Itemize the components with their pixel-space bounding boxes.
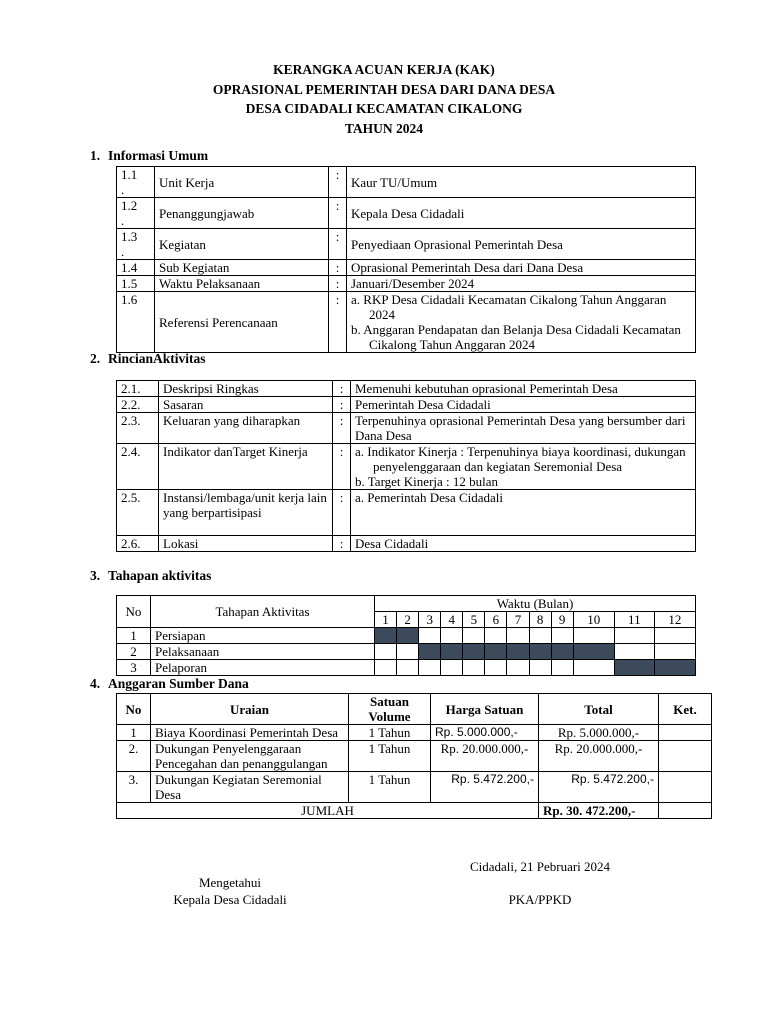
month-label: 7 [507,612,529,628]
schedule-cell-active [463,644,485,660]
row-note [659,772,712,803]
month-label: 5 [463,612,485,628]
schedule-header-activity: Tahapan Aktivitas [151,596,375,628]
section-3-number: 3. [90,568,101,583]
row-description: Biaya Koordinasi Pemerintah Desa [151,725,349,741]
place-date: Cidadali, 21 Pebruari 2024 [469,859,611,874]
row-value: Penyediaan Oprasional Pemerintah Desa [347,229,696,260]
row-label: Lokasi [159,536,333,552]
row-value-list [351,444,696,490]
row-number: 3 [117,660,151,676]
schedule-cell-active [397,628,419,644]
row-description: Dukungan Penyelenggaraan Pencegahan dan penanggulangan [151,741,349,772]
row-volume: 1 Tahun [349,725,431,741]
row-total: Rp. 5.472.200,- [539,772,659,803]
colon: : [333,413,351,444]
row-label: Referensi Perencanaan [155,292,329,353]
list-item: a. Indikator Kinerja : Terpenuhinya biaya koordinasi, dukungan penyelenggaraan dan kegiatan Seremonial Desa [355,444,686,474]
row-note [659,725,712,741]
table-row [117,276,696,292]
row-label: Keluaran yang diharapkan [159,413,333,444]
colon: : [329,292,347,353]
schedule-cell-active [419,644,441,660]
row-label: Sasaran [159,397,333,413]
row-number: 1.5 [117,276,155,292]
row-number: 1 [117,725,151,741]
pka-ppkd-label: PKA/PPKD [508,892,572,907]
title-line-4: TAHUN 2024 [344,120,424,136]
row-unit-price: Rp. 20.000.000,- [431,741,539,772]
table-row [117,772,712,803]
schedule-cell [551,660,573,676]
row-label: Instansi/lembaga/unit kerja lain yang berpartisipasi [159,490,333,536]
table-row [117,167,696,198]
title-line-3: DESA CIDADALI KECAMATAN CIKALONG [245,101,523,116]
schedule-cell-active [375,628,397,644]
schedule-cell [654,628,695,644]
budget-header-no: No [117,694,151,725]
row-total: Rp. 5.000.000,- [539,725,659,741]
schedule-cell-active [529,644,551,660]
row-value: a. Pemerintah Desa Cidadali [351,490,696,536]
table-row [117,229,696,260]
table-row [117,292,696,353]
schedule-cell [507,660,529,676]
row-number: 1.4 [117,260,155,276]
row-label: Sub Kegiatan [155,260,329,276]
row-value: Januari/Desember 2024 [347,276,696,292]
schedule-cell [529,660,551,676]
colon: : [333,397,351,413]
activity-label: Pelaporan [151,660,375,676]
table-row [117,536,696,552]
row-label: Deskripsi Ringkas [159,381,333,397]
month-label: 4 [441,612,463,628]
table-row [117,490,696,536]
month-label: 11 [614,612,654,628]
colon: : [329,229,347,260]
schedule-cell [397,660,419,676]
schedule-cell-active [507,644,529,660]
acknowledged-label: Mengetahui [198,875,262,890]
month-label: 3 [419,612,441,628]
row-number: 2. [117,741,151,772]
section-2-title: RincianAktivitas [108,351,206,366]
table-row [117,397,696,413]
info-table [116,166,696,353]
budget-table [116,693,712,819]
budget-header-uraian: Uraian [151,694,349,725]
section-2-number: 2. [90,351,101,366]
section-3-title: Tahapan aktivitas [108,568,212,583]
row-number: 2.3. [117,413,159,444]
schedule-cell [463,628,485,644]
title-line-1: KERANGKA ACUAN KERJA (KAK) [273,62,495,77]
colon: : [329,276,347,292]
total-note [659,803,712,819]
row-number: 2.6. [117,536,159,552]
row-unit-price: Rp. 5.000.000,- [431,725,539,741]
colon: : [329,167,347,198]
row-number: 2.4. [117,444,159,490]
schedule-cell [441,628,463,644]
table-row [117,260,696,276]
schedule-cell [529,628,551,644]
row-number: 1.1 . [117,167,155,198]
schedule-cell [614,644,654,660]
colon: : [333,381,351,397]
row-number: 2.5. [117,490,159,536]
row-description: Dukungan Kegiatan Seremonial Desa [151,772,349,803]
row-number: 2.2. [117,397,159,413]
schedule-cell [507,628,529,644]
table-row [117,198,696,229]
row-label: Waktu Pelaksanaan [155,276,329,292]
budget-header-satuan: Satuan Volume [349,694,431,725]
budget-header-total: Total [539,694,659,725]
row-volume: 1 Tahun [349,772,431,803]
row-value: Desa Cidadali [351,536,696,552]
month-label: 10 [573,612,614,628]
colon: : [333,444,351,490]
section-1-number: 1. [90,148,101,163]
schedule-cell [397,644,419,660]
row-label: Indikator danTarget Kinerja [159,444,333,490]
schedule-cell [573,660,614,676]
schedule-row [117,628,696,644]
row-value: Oprasional Pemerintah Desa dari Dana Desa [347,260,696,276]
row-value: Pemerintah Desa Cidadali [351,397,696,413]
budget-header-ket: Ket. [659,694,712,725]
document-title [0,60,768,138]
schedule-cell [441,660,463,676]
schedule-header-row [117,596,696,612]
month-label: 2 [397,612,419,628]
month-label: 8 [529,612,551,628]
schedule-cell [375,644,397,660]
section-4-number: 4. [90,676,101,691]
row-total: Rp. 20.000.000,- [539,741,659,772]
colon: : [329,198,347,229]
schedule-cell [485,628,507,644]
row-number: 2.1. [117,381,159,397]
row-label: Unit Kerja [155,167,329,198]
schedule-cell [573,628,614,644]
schedule-header-no: No [117,596,151,628]
schedule-cell-active [551,644,573,660]
budget-header-row [117,694,712,725]
activity-label: Pelaksanaan [151,644,375,660]
colon: : [329,260,347,276]
row-value-list [347,292,696,353]
budget-total-row [117,803,712,819]
signature-left [150,874,310,908]
list-item: b. Target Kinerja : 12 bulan [355,474,499,489]
schedule-cell-active [573,644,614,660]
table-row [117,413,696,444]
colon: : [333,536,351,552]
schedule-cell-active [654,660,695,676]
row-number: 2 [117,644,151,660]
row-value: Kepala Desa Cidadali [347,198,696,229]
schedule-cell-active [485,644,507,660]
signature-right [470,891,610,908]
row-number: 1.6 [117,292,155,353]
row-label: Kegiatan [155,229,329,260]
section-1-heading [90,148,208,164]
schedule-cell [375,660,397,676]
title-line-2: OPRASIONAL PEMERINTAH DESA DARI DANA DESA [212,81,556,97]
schedule-cell [654,644,695,660]
total-label: JUMLAH [117,803,539,819]
schedule-cell-active [614,660,654,676]
row-number: 1 [117,628,151,644]
schedule-cell [463,660,485,676]
month-label: 12 [654,612,695,628]
row-value: Kaur TU/Umum [347,167,696,198]
activity-detail-table [116,380,696,552]
section-3-heading [90,568,211,584]
row-value: Terpenuhinya oprasional Pemerintah Desa yang bersumber dari Dana Desa [351,413,696,444]
schedule-cell [551,628,573,644]
table-row [117,741,712,772]
section-4-title: Anggaran Sumber Dana [108,676,249,691]
schedule-cell [419,628,441,644]
activity-label: Persiapan [151,628,375,644]
schedule-table [116,595,696,676]
total-value: Rp. 30. 472.200,- [539,803,659,819]
schedule-cell [419,660,441,676]
month-label: 6 [485,612,507,628]
row-number: 3. [117,772,151,803]
village-head-label: Kepala Desa Cidadali [173,892,287,907]
table-row [117,381,696,397]
schedule-row [117,660,696,676]
row-note [659,741,712,772]
row-value: Memenuhi kebutuhan oprasional Pemerintah Desa [351,381,696,397]
row-volume: 1 Tahun [349,741,431,772]
schedule-header-time: Waktu (Bulan) [375,596,696,612]
schedule-cell [614,628,654,644]
list-item: b. Anggaran Pendapatan dan Belanja Desa Cidadali Kecamatan Cikalong Tahun Anggaran 2024 [351,322,681,352]
list-item: a. RKP Desa Cidadali Kecamatan Cikalong Tahun Anggaran 2024 [351,292,667,322]
schedule-row [117,644,696,660]
row-unit-price: Rp. 5.472.200,- [431,772,539,803]
row-number: 1.3 . [117,229,155,260]
schedule-cell [485,660,507,676]
month-label: 1 [375,612,397,628]
table-row [117,444,696,490]
table-row [117,725,712,741]
month-label: 9 [551,612,573,628]
row-label: Penanggungjawab [155,198,329,229]
colon: : [333,490,351,536]
section-4-heading [90,676,249,692]
row-number: 1.2 . [117,198,155,229]
budget-header-harga: Harga Satuan [431,694,539,725]
section-1-title: Informasi Umum [108,148,209,163]
section-2-heading [90,351,206,367]
schedule-cell-active [441,644,463,660]
